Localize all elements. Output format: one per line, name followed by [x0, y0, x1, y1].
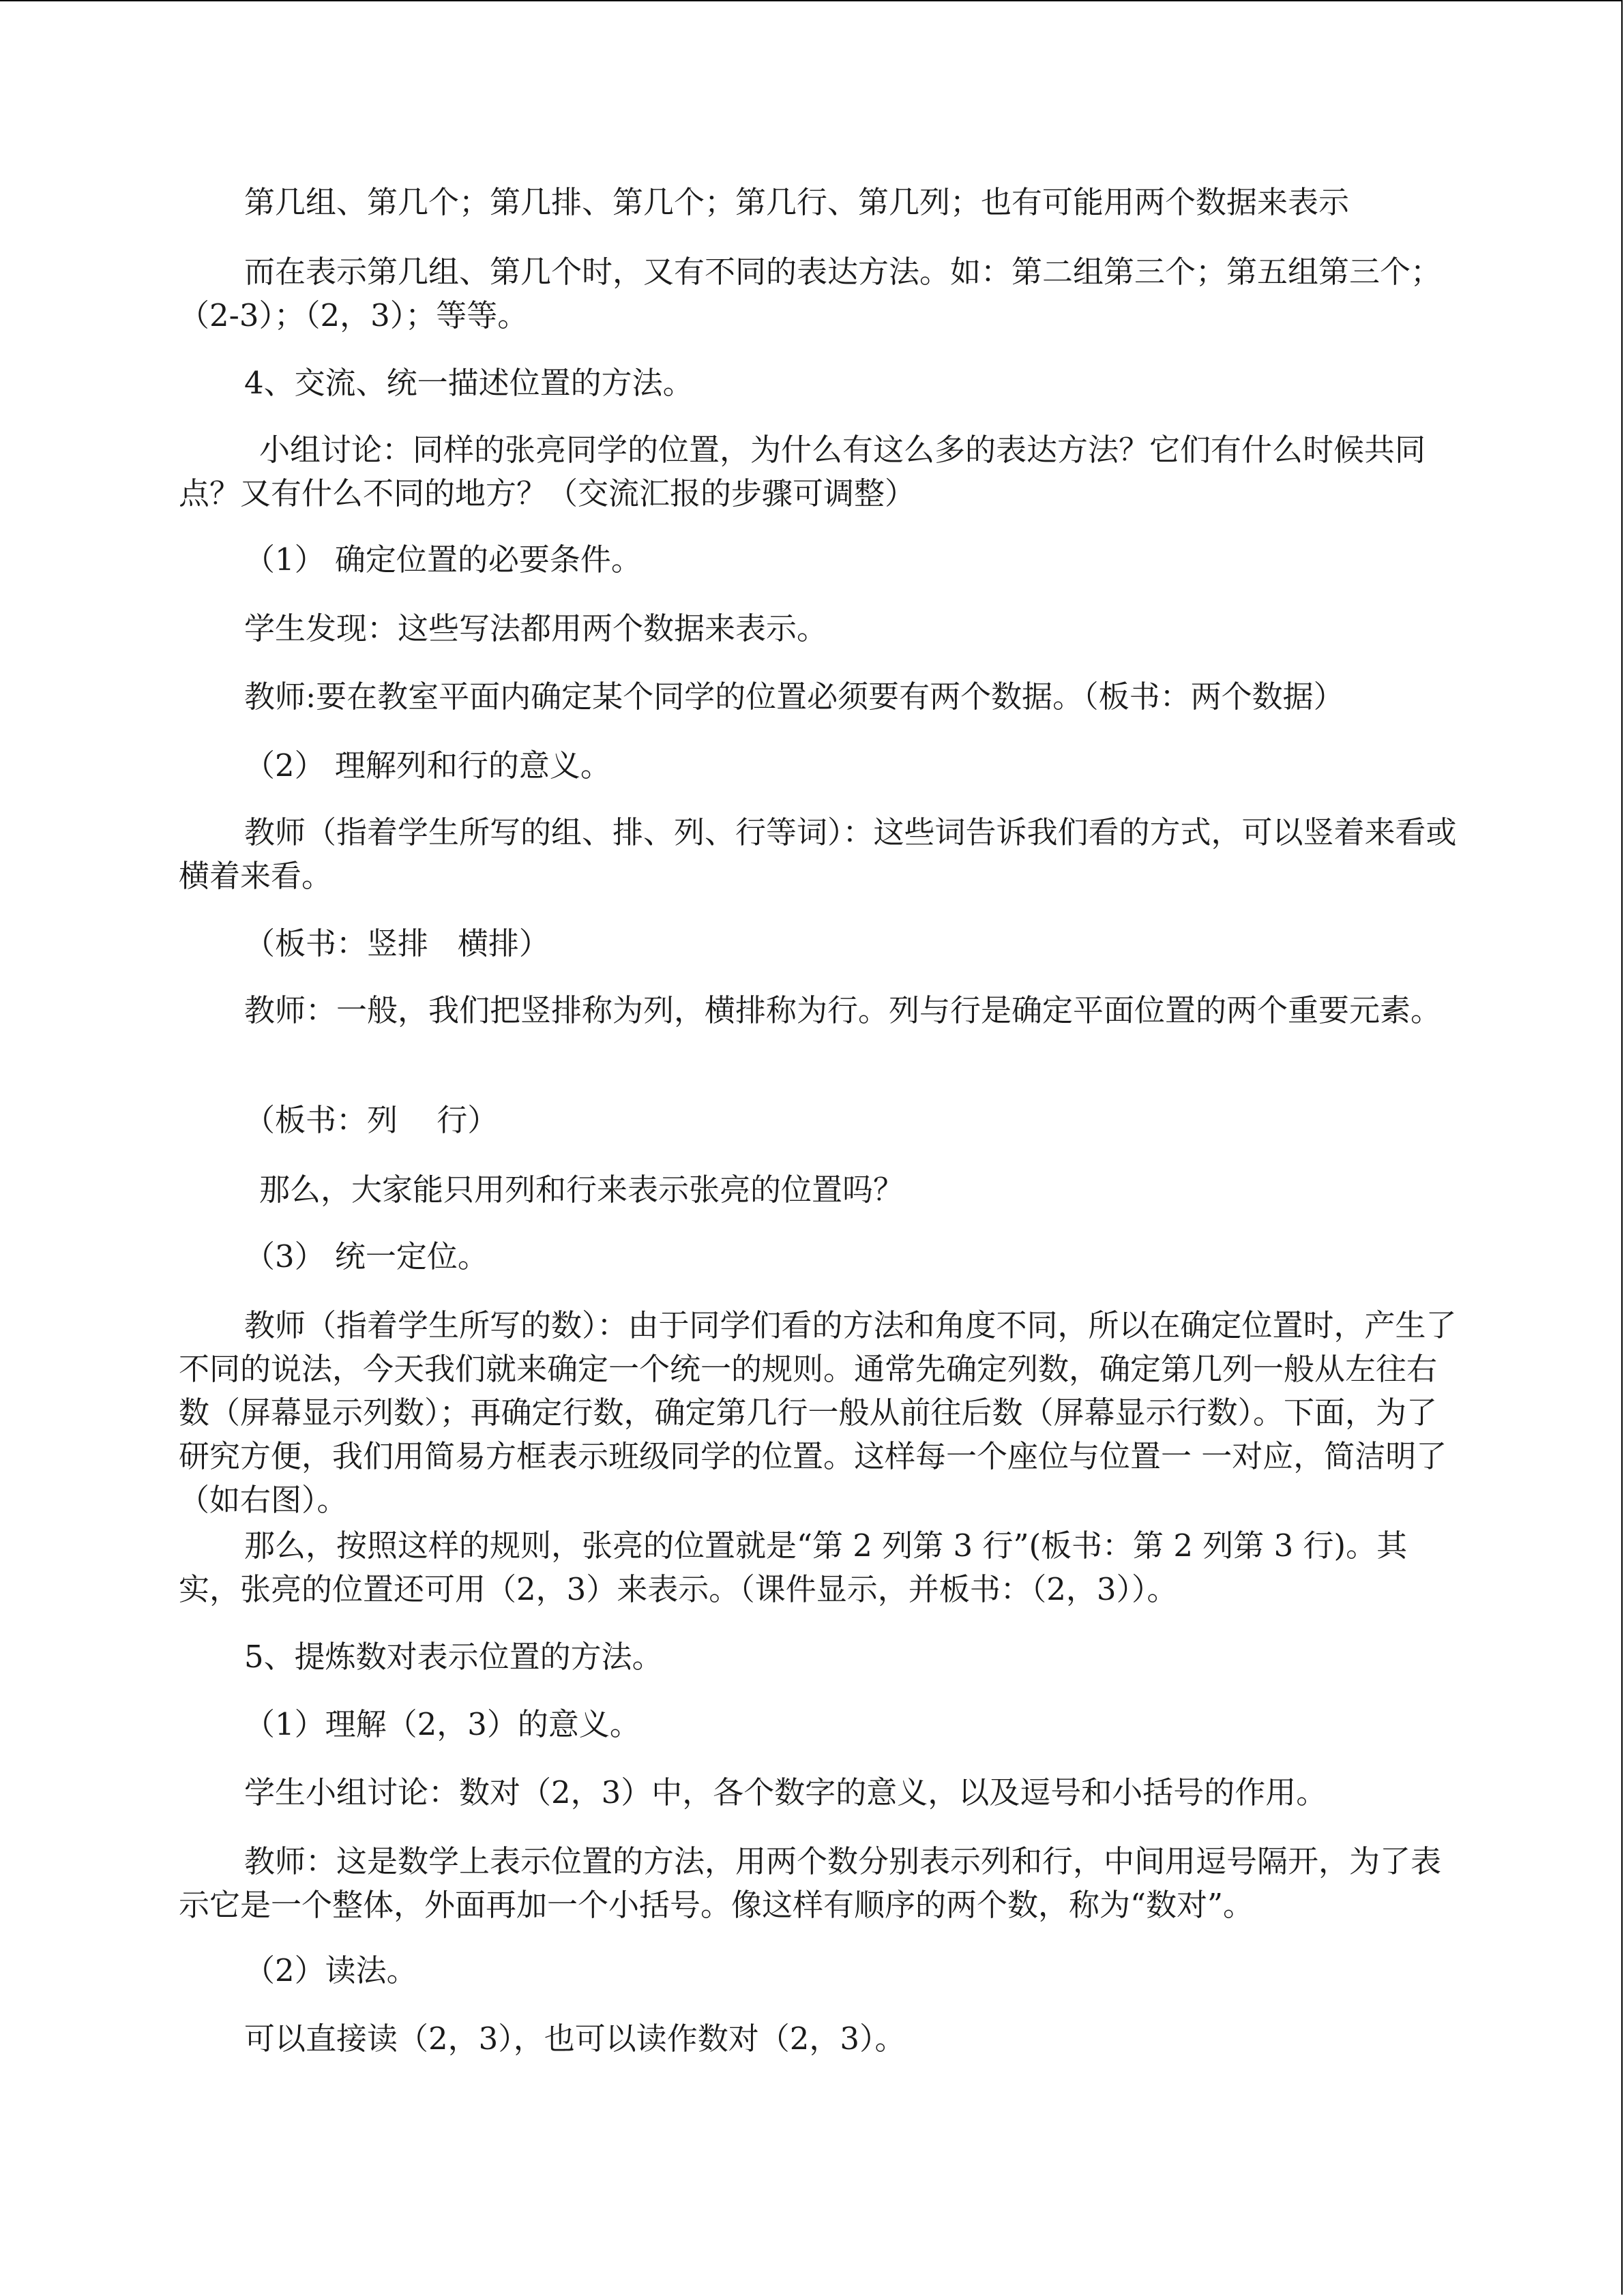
paragraph-22: 可以直接读（2，3），也可以读作数对（2，3）。 [244, 2021, 906, 2057]
paragraph-6: 学生发现：这些写法都用两个数据来表示。 [244, 610, 828, 646]
paragraph-1: 第几组、第几个；第几排、第几个；第几行、第几列；也有可能用两个数据来表示 [244, 184, 1350, 220]
paragraph-13: 那么，大家能只用列和行来表示张亮的位置吗？ [259, 1172, 904, 1208]
paragraph-14: （3） 统一定位。 [244, 1238, 488, 1274]
paragraph-15: 教师（指着学生所写的数）：由于同学们看的方法和角度不同，所以在确定位置时，产生了不同的说法，今天我们就来确定一个统一的规则。通常先确定列数，确定第几列一般从左往右数（屏幕显示列数）；再确定行数，确定第几行一般从前往后数（屏幕显示行数）。下面，为了研究方便，我们用简易方框表示班级同学的位置。这样每一个座位与位置一 一对应，简洁明了（如右图）。 [179, 1307, 1457, 1518]
paragraph-21: （2）读法。 [244, 1952, 417, 1988]
paragraph-5: （1） 确定位置的必要条件。 [244, 541, 642, 578]
paragraph-4: 小组讨论：同样的张亮同学的位置，为什么有这么多的表达方法？它们有什么时候共同点？又有什么不同的地方？（交流汇报的步骤可调整） [179, 432, 1426, 511]
paragraph-16: 那么，按照这样的规则，张亮的位置就是“第 2 列第 3 行”(板书：第 2 列第 3 行)。其实，张亮的位置还可用（2，3）来表示。（课件显示，并板书：（2，3））。 [179, 1527, 1408, 1607]
paragraph-2: 而在表示第几组、第几个时，又有不同的表达方法。如：第二组第三个；第五组第三个；（2-3）；（2，3）；等等。 [179, 254, 1442, 333]
paragraph-7: 教师:要在教室平面内确定某个同学的位置必须要有两个数据。（板书：两个数据） [244, 679, 1344, 715]
paragraph-8: （2） 理解列和行的意义。 [244, 747, 611, 784]
paragraph-3: 4、交流、统一描述位置的方法。 [244, 365, 694, 401]
paragraph-18: （1）理解（2，3）的意义。 [244, 1706, 640, 1742]
paragraph-17: 5、提炼数对表示位置的方法。 [244, 1639, 663, 1675]
paragraph-11: 教师：一般，我们把竖排称为列，横排称为行。列与行是确定平面位置的两个重要元素。 [244, 992, 1442, 1028]
paragraph-9: 教师（指着学生所写的组、排、列、行等词）：这些词告诉我们看的方式，可以竖着来看或横着来看。 [179, 814, 1457, 894]
paragraph-19: 学生小组讨论：数对（2，3）中，各个数字的意义，以及逗号和小括号的作用。 [244, 1774, 1327, 1810]
paragraph-12: （板书：列 行） [244, 1102, 499, 1138]
paragraph-20: 教师：这是数学上表示位置的方法，用两个数分别表示列和行，中间用逗号隔开，为了表示它是一个整体，外面再加一个小括号。像这样有顺序的两个数，称为“数对”。 [179, 1843, 1442, 1923]
paragraph-10: （板书：竖排 横排） [244, 925, 550, 961]
